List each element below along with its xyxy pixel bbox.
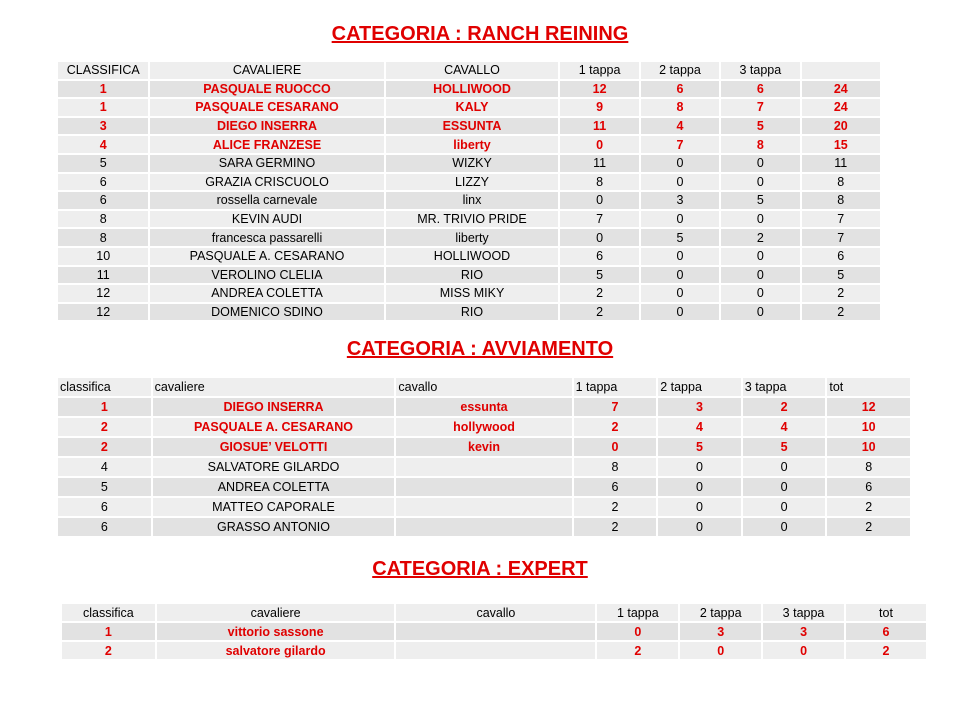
table-row	[58, 248, 880, 265]
column-header: cavaliere	[153, 378, 395, 396]
title-avviamento: CATEGORIA : AVVIAMENTO	[346, 338, 614, 360]
table-cell	[396, 518, 571, 536]
table-row	[58, 99, 880, 116]
table-cell: francesca passarelli	[150, 229, 383, 246]
table-cell	[396, 478, 571, 496]
table-cell: 5	[658, 438, 741, 456]
table-cell: VEROLINO CLELIA	[150, 267, 383, 284]
table-cell: 0	[743, 478, 826, 496]
column-header: cavallo	[396, 604, 595, 621]
table-cell: 0	[721, 155, 799, 172]
table-cell: ANDREA COLETTA	[153, 478, 395, 496]
table-row	[58, 174, 880, 191]
table-cell: 3	[641, 192, 719, 209]
table-cell: 5	[560, 267, 638, 284]
table-cell: 8	[641, 99, 719, 116]
table-row	[58, 304, 880, 321]
table-cell: 15	[802, 136, 880, 153]
table-cell: 6	[802, 248, 880, 265]
table-row	[58, 267, 880, 284]
table-row	[58, 398, 910, 416]
table-cell: 2	[62, 642, 155, 659]
table-row	[62, 642, 926, 659]
table-cell: 1	[58, 99, 148, 116]
table-cell: 8	[802, 192, 880, 209]
table-cell: 2	[574, 418, 657, 436]
table-cell	[396, 642, 595, 659]
table-cell: 0	[743, 498, 826, 516]
table-cell: DOMENICO SDINO	[150, 304, 383, 321]
table-cell: 2	[560, 304, 638, 321]
table-cell: 8	[574, 458, 657, 476]
table-cell: 5	[802, 267, 880, 284]
table-expert	[60, 602, 928, 661]
table-cell: vittorio sassone	[157, 623, 395, 640]
table-header-row	[58, 378, 910, 396]
column-header	[802, 62, 880, 79]
table-cell: PASQUALE CESARANO	[150, 99, 383, 116]
column-header: 1 tappa	[560, 62, 638, 79]
table-row	[58, 211, 880, 228]
column-header: 3 tappa	[743, 378, 826, 396]
table-cell: 7	[802, 211, 880, 228]
column-header: CLASSIFICA	[58, 62, 148, 79]
table-row	[58, 478, 910, 496]
table-cell: 1	[58, 81, 148, 98]
column-header: tot	[827, 378, 910, 396]
table-cell: 2	[846, 642, 926, 659]
table-cell: 7	[641, 136, 719, 153]
table-cell: essunta	[396, 398, 571, 416]
table-cell: 2	[574, 518, 657, 536]
table-cell: 7	[574, 398, 657, 416]
table-row	[58, 118, 880, 135]
table-cell: DIEGO INSERRA	[153, 398, 395, 416]
column-header: 2 tappa	[658, 378, 741, 396]
table-cell: MR. TRIVIO PRIDE	[386, 211, 559, 228]
table-cell: MISS MIKY	[386, 285, 559, 302]
table-cell: 2	[58, 438, 151, 456]
column-header: cavallo	[396, 378, 571, 396]
table-cell: liberty	[386, 229, 559, 246]
table-cell: 8	[827, 458, 910, 476]
table-cell: 2	[802, 304, 880, 321]
table-cell: 0	[641, 267, 719, 284]
table-cell: RIO	[386, 267, 559, 284]
table-cell: 7	[802, 229, 880, 246]
table-cell: 0	[658, 498, 741, 516]
table-row	[58, 418, 910, 436]
table-cell: 0	[560, 229, 638, 246]
table-row	[58, 229, 880, 246]
table-cell: 4	[58, 458, 151, 476]
table-cell: 12	[827, 398, 910, 416]
table-cell: 0	[641, 174, 719, 191]
table-cell: 8	[560, 174, 638, 191]
table-cell: 0	[743, 458, 826, 476]
table-cell: 0	[574, 438, 657, 456]
table-cell: SARA GERMINO	[150, 155, 383, 172]
table-row	[58, 285, 880, 302]
table-row	[62, 623, 926, 640]
column-header: classifica	[62, 604, 155, 621]
table-cell: 7	[721, 99, 799, 116]
table-cell: 7	[560, 211, 638, 228]
table-cell: 6	[58, 192, 148, 209]
table-cell: 0	[680, 642, 761, 659]
table-cell: 12	[560, 81, 638, 98]
table-cell: 2	[721, 229, 799, 246]
table-cell: 6	[721, 81, 799, 98]
table-cell: 5	[641, 229, 719, 246]
table-row	[58, 438, 910, 456]
table-cell: ESSUNTA	[386, 118, 559, 135]
title-ranch-reining: CATEGORIA : RANCH REINING	[331, 23, 629, 45]
table-cell: 9	[560, 99, 638, 116]
table-cell: 5	[58, 478, 151, 496]
table-cell: 20	[802, 118, 880, 135]
table-cell: 0	[560, 136, 638, 153]
table-cell: 11	[58, 267, 148, 284]
table-cell	[396, 623, 595, 640]
table-cell: ALICE FRANZESE	[150, 136, 383, 153]
column-header: 3 tappa	[763, 604, 844, 621]
table-avviamento	[56, 376, 912, 538]
table-cell: GRASSO ANTONIO	[153, 518, 395, 536]
table-cell: 8	[721, 136, 799, 153]
table-cell: 11	[802, 155, 880, 172]
table-cell: MATTEO CAPORALE	[153, 498, 395, 516]
table-cell: 8	[58, 229, 148, 246]
table-header-row	[62, 604, 926, 621]
table-cell: 2	[827, 498, 910, 516]
table-cell: 2	[58, 418, 151, 436]
table-cell: 4	[58, 136, 148, 153]
table-cell: 4	[658, 418, 741, 436]
column-header: CAVALLO	[386, 62, 559, 79]
table-ranch-reining	[56, 60, 882, 322]
column-header: CAVALIERE	[150, 62, 383, 79]
table-cell: hollywood	[396, 418, 571, 436]
title-expert: CATEGORIA : EXPERT	[372, 558, 588, 580]
table-row	[58, 458, 910, 476]
table-row	[58, 155, 880, 172]
table-cell: DIEGO INSERRA	[150, 118, 383, 135]
table-cell: KALY	[386, 99, 559, 116]
table-cell: 0	[743, 518, 826, 536]
column-header: classifica	[58, 378, 151, 396]
table-cell: 2	[827, 518, 910, 536]
table-cell: 10	[827, 438, 910, 456]
column-header: cavaliere	[157, 604, 395, 621]
table-cell: 6	[58, 174, 148, 191]
table-cell: 4	[641, 118, 719, 135]
table-cell: 4	[743, 418, 826, 436]
table-cell: LIZZY	[386, 174, 559, 191]
table-cell: 12	[58, 285, 148, 302]
table-cell: 24	[802, 81, 880, 98]
table-cell: PASQUALE A. CESARANO	[150, 248, 383, 265]
table-cell: 10	[827, 418, 910, 436]
column-header: 1 tappa	[597, 604, 678, 621]
table-cell: 11	[560, 118, 638, 135]
table-cell: liberty	[386, 136, 559, 153]
table-cell: KEVIN AUDI	[150, 211, 383, 228]
table-cell: 0	[721, 285, 799, 302]
table-cell: 0	[641, 304, 719, 321]
table-cell: 6	[58, 518, 151, 536]
table-cell: PASQUALE RUOCCO	[150, 81, 383, 98]
table-cell: linx	[386, 192, 559, 209]
table-cell	[396, 498, 571, 516]
table-cell: 24	[802, 99, 880, 116]
table-cell: 2	[560, 285, 638, 302]
table-cell: 6	[641, 81, 719, 98]
table-row	[58, 192, 880, 209]
table-cell: 3	[680, 623, 761, 640]
table-cell: 2	[802, 285, 880, 302]
table-cell: 5	[58, 155, 148, 172]
table-cell: 5	[743, 438, 826, 456]
table-cell: 2	[574, 498, 657, 516]
table-cell: 0	[721, 248, 799, 265]
table-cell: 5	[721, 118, 799, 135]
table-cell: RIO	[386, 304, 559, 321]
table-cell: 5	[721, 192, 799, 209]
table-cell: 0	[641, 285, 719, 302]
table-cell: 1	[58, 398, 151, 416]
table-cell: SALVATORE GILARDO	[153, 458, 395, 476]
table-cell: 10	[58, 248, 148, 265]
table-cell: 0	[763, 642, 844, 659]
table-cell: 0	[721, 174, 799, 191]
column-header: 3 tappa	[721, 62, 799, 79]
table-cell: 0	[721, 304, 799, 321]
table-row	[58, 81, 880, 98]
table-cell: GRAZIA CRISCUOLO	[150, 174, 383, 191]
table-cell: 1	[62, 623, 155, 640]
table-cell: salvatore gilardo	[157, 642, 395, 659]
table-cell: 8	[58, 211, 148, 228]
table-cell	[396, 458, 571, 476]
table-cell: 12	[58, 304, 148, 321]
table-cell: HOLLIWOOD	[386, 248, 559, 265]
table-cell: WIZKY	[386, 155, 559, 172]
table-cell: rossella carnevale	[150, 192, 383, 209]
table-cell: 0	[641, 248, 719, 265]
table-cell: 3	[658, 398, 741, 416]
table-cell: 6	[58, 498, 151, 516]
column-header: 2 tappa	[641, 62, 719, 79]
table-cell: PASQUALE A. CESARANO	[153, 418, 395, 436]
table-cell: 6	[560, 248, 638, 265]
column-header: 2 tappa	[680, 604, 761, 621]
table-cell: GIOSUE’ VELOTTI	[153, 438, 395, 456]
table-cell: 6	[574, 478, 657, 496]
table-cell: 11	[560, 155, 638, 172]
table-cell: HOLLIWOOD	[386, 81, 559, 98]
table-cell: 2	[597, 642, 678, 659]
table-cell: 3	[58, 118, 148, 135]
table-row	[58, 498, 910, 516]
table-cell: 0	[658, 458, 741, 476]
table-cell: 0	[658, 518, 741, 536]
table-cell: 0	[721, 267, 799, 284]
table-cell: 6	[846, 623, 926, 640]
table-cell: 3	[763, 623, 844, 640]
table-row	[58, 518, 910, 536]
column-header: tot	[846, 604, 926, 621]
table-cell: 0	[658, 478, 741, 496]
table-cell: ANDREA COLETTA	[150, 285, 383, 302]
table-cell: 0	[560, 192, 638, 209]
table-cell: 0	[597, 623, 678, 640]
table-header-row	[58, 62, 880, 79]
table-cell: 2	[743, 398, 826, 416]
table-cell: 0	[721, 211, 799, 228]
table-cell: 6	[827, 478, 910, 496]
table-cell: 8	[802, 174, 880, 191]
table-cell: 0	[641, 211, 719, 228]
column-header: 1 tappa	[574, 378, 657, 396]
table-cell: kevin	[396, 438, 571, 456]
table-cell: 0	[641, 155, 719, 172]
table-row	[58, 136, 880, 153]
